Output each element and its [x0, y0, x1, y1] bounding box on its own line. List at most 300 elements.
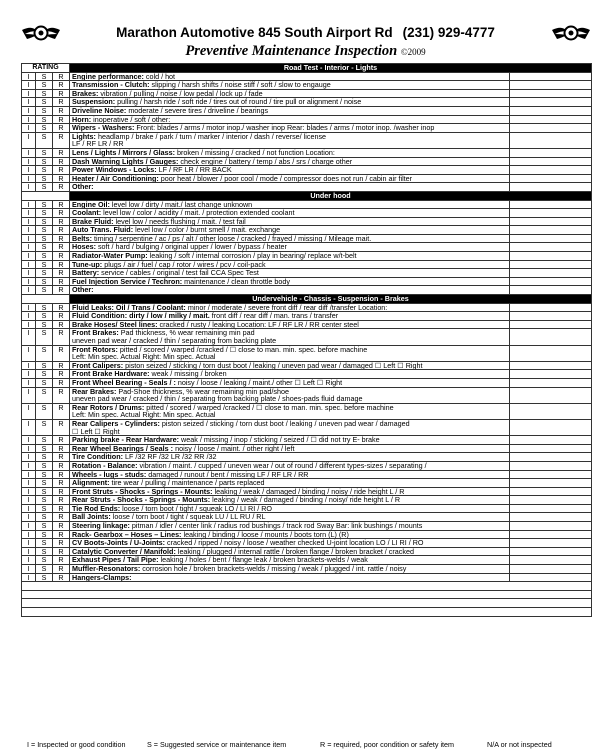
item-options: noisy / loose / maint. / other right / left [173, 444, 295, 453]
notes-cell[interactable] [510, 403, 592, 419]
rating-r-checkbox[interactable]: R [53, 573, 70, 582]
rating-i-checkbox[interactable]: I [22, 106, 36, 115]
item-label: Brake Fluid: [72, 217, 114, 226]
rating-s-checkbox[interactable]: S [36, 166, 53, 175]
notes-cell[interactable] [510, 387, 592, 403]
inspection-item [70, 209, 510, 218]
item-label: Hangers-Clamps: [72, 573, 132, 582]
item-label: Rear Rotors / Drums: [72, 403, 145, 412]
rating-s-checkbox[interactable]: S [36, 345, 53, 361]
rating-r-checkbox[interactable]: R [53, 496, 70, 505]
rating-s-checkbox[interactable]: S [36, 277, 53, 286]
notes-cell[interactable] [510, 106, 592, 115]
rating-s-checkbox[interactable]: S [36, 403, 53, 419]
rating-s-checkbox[interactable]: S [36, 387, 53, 403]
rating-i-checkbox[interactable]: I [22, 98, 36, 107]
rating-r-checkbox[interactable]: R [53, 183, 70, 192]
rating-s-checkbox[interactable]: S [36, 479, 53, 488]
item-label: Rear Struts - Shocks - Springs - Mounts: [72, 495, 211, 505]
rating-i-checkbox[interactable]: I [22, 547, 36, 556]
notes-cell[interactable] [510, 378, 592, 387]
notes-cell[interactable] [510, 453, 592, 462]
item-label: Auto Trans. Fluid: [72, 225, 134, 235]
rating-r-checkbox[interactable]: R [53, 487, 70, 496]
rating-s-checkbox[interactable]: S [36, 496, 53, 505]
rating-r-checkbox[interactable]: R [53, 217, 70, 226]
item-label: Wheels - lugs - studs: [72, 470, 147, 479]
rating-i-checkbox[interactable]: I [22, 513, 36, 522]
rating-s-checkbox[interactable]: S [36, 444, 53, 453]
rating-s-checkbox[interactable]: S [36, 565, 53, 574]
rating-r-checkbox[interactable]: R [53, 132, 70, 148]
notes-cell[interactable] [510, 444, 592, 453]
rating-i-checkbox[interactable]: I [22, 166, 36, 175]
rating-i-checkbox[interactable]: I [22, 81, 36, 90]
rating-s-checkbox[interactable]: S [36, 81, 53, 90]
notes-cell[interactable] [510, 436, 592, 445]
inspection-row [22, 81, 592, 90]
rating-r-checkbox[interactable]: R [53, 565, 70, 574]
rating-r-checkbox[interactable]: R [53, 479, 70, 488]
item-label: Rear Wheel Bearings / Seals : [72, 444, 174, 453]
item-options: LF / RF LR / RR BACK [156, 165, 232, 175]
rating-i-checkbox[interactable]: I [22, 148, 36, 157]
notes-cell[interactable] [510, 148, 592, 157]
inspection-item [70, 124, 510, 133]
rating-s-checkbox[interactable]: S [36, 226, 53, 235]
item-options: service / cables / original / test fail CCA Spec Test [99, 268, 259, 278]
rating-i-checkbox[interactable]: I [22, 209, 36, 218]
copyright: ©2009 [400, 47, 426, 57]
rating-i-checkbox[interactable]: I [22, 496, 36, 505]
rating-r-checkbox[interactable]: R [53, 166, 70, 175]
rating-s-checkbox[interactable]: S [36, 98, 53, 107]
rating-r-checkbox[interactable]: R [53, 361, 70, 370]
blank-notes-row [22, 608, 592, 617]
rating-r-checkbox[interactable]: R [53, 403, 70, 419]
rating-i-checkbox[interactable]: I [22, 370, 36, 379]
rating-r-checkbox[interactable]: R [53, 547, 70, 556]
rating-i-checkbox[interactable]: I [22, 565, 36, 574]
inspection-row [22, 269, 592, 278]
rating-s-checkbox[interactable]: S [36, 252, 53, 261]
notes-cell[interactable] [510, 547, 592, 556]
rating-i-checkbox[interactable]: I [22, 320, 36, 329]
notes-cell[interactable] [510, 303, 592, 312]
inspection-item [70, 98, 510, 107]
rating-r-checkbox[interactable]: R [53, 453, 70, 462]
notes-cell[interactable] [510, 89, 592, 98]
rating-i-checkbox[interactable]: I [22, 115, 36, 124]
rating-r-checkbox[interactable]: R [53, 226, 70, 235]
rating-r-checkbox[interactable]: R [53, 124, 70, 133]
rating-r-checkbox[interactable]: R [53, 277, 70, 286]
notes-cell[interactable] [510, 209, 592, 218]
rating-s-checkbox[interactable]: S [36, 200, 53, 209]
rating-s-checkbox[interactable]: S [36, 209, 53, 218]
rating-i-checkbox[interactable]: I [22, 286, 36, 295]
item-options: piston seized / sticking / torn dust boot / leaking / uneven pad wear / damaged [159, 419, 410, 428]
inspection-row [22, 243, 592, 252]
inspection-item [70, 312, 510, 321]
notes-cell[interactable] [510, 234, 592, 243]
inspection-row [22, 303, 592, 312]
rating-i-checkbox[interactable]: I [22, 361, 36, 370]
notes-cell[interactable] [510, 370, 592, 379]
rating-r-checkbox[interactable]: R [53, 513, 70, 522]
item-label: Lens / Lights / Mirrors / Glass: [72, 148, 176, 157]
inspection-row [22, 115, 592, 124]
rating-r-checkbox[interactable]: R [53, 303, 70, 312]
inspection-item [70, 453, 510, 462]
inspection-row [22, 547, 592, 556]
notes-cell[interactable] [510, 200, 592, 209]
notes-cell[interactable] [510, 269, 592, 278]
inspection-item [70, 403, 510, 419]
notes-cell[interactable] [510, 72, 592, 81]
notes-cell[interactable] [510, 504, 592, 513]
rating-i-checkbox[interactable]: I [22, 329, 36, 345]
inspection-row [22, 504, 592, 513]
rating-s-checkbox[interactable]: S [36, 89, 53, 98]
inspection-item [70, 81, 510, 90]
blank-notes-row [22, 599, 592, 608]
rating-r-checkbox[interactable]: R [53, 89, 70, 98]
rating-s-checkbox[interactable]: S [36, 419, 53, 435]
notes-cell[interactable] [510, 361, 592, 370]
notes-cell[interactable] [510, 513, 592, 522]
inspection-row [22, 487, 592, 496]
inspection-item [70, 565, 510, 574]
inspection-row [22, 496, 592, 505]
rating-r-checkbox[interactable]: R [53, 444, 70, 453]
notes-cell[interactable] [510, 345, 592, 361]
rating-r-checkbox[interactable]: R [53, 470, 70, 479]
inspection-row [22, 444, 592, 453]
rating-r-checkbox[interactable]: R [53, 209, 70, 218]
rating-i-checkbox[interactable]: I [22, 504, 36, 513]
notes-cell[interactable] [510, 470, 592, 479]
notes-cell[interactable] [510, 157, 592, 166]
notes-cell[interactable] [510, 539, 592, 548]
inspection-row [22, 209, 592, 218]
inspection-row [22, 183, 592, 192]
rating-r-checkbox[interactable]: R [53, 200, 70, 209]
inspection-row [22, 277, 592, 286]
notes-cell[interactable] [510, 243, 592, 252]
rating-s-checkbox[interactable]: S [36, 513, 53, 522]
blank-notes-cell[interactable] [22, 590, 592, 599]
rating-s-checkbox[interactable]: S [36, 157, 53, 166]
rating-i-checkbox[interactable]: I [22, 419, 36, 435]
rating-i-checkbox[interactable]: I [22, 453, 36, 462]
notes-cell[interactable] [510, 217, 592, 226]
item-options-line2: LF / RF LR / RR [72, 139, 124, 149]
rating-r-checkbox[interactable]: R [53, 320, 70, 329]
inspection-row [22, 436, 592, 445]
notes-cell[interactable] [510, 124, 592, 133]
rating-s-checkbox[interactable]: S [36, 487, 53, 496]
rating-s-checkbox[interactable]: S [36, 556, 53, 565]
rating-r-checkbox[interactable]: R [53, 387, 70, 403]
rating-r-checkbox[interactable]: R [53, 345, 70, 361]
item-options: leaking / weak / damaged / binding / noisy/ ride height L / R [210, 495, 401, 505]
section-header-row [22, 191, 592, 200]
rating-s-checkbox[interactable]: S [36, 436, 53, 445]
inspection-item [70, 539, 510, 548]
rating-r-checkbox[interactable]: R [53, 252, 70, 261]
inspection-item [70, 496, 510, 505]
rating-s-checkbox[interactable]: S [36, 539, 53, 548]
rating-r-checkbox[interactable]: R [53, 81, 70, 90]
rating-i-checkbox[interactable]: I [22, 556, 36, 565]
inspection-row [22, 260, 592, 269]
notes-cell[interactable] [510, 132, 592, 148]
inspection-item [70, 89, 510, 98]
notes-cell[interactable] [510, 556, 592, 565]
rating-r-checkbox[interactable]: R [53, 378, 70, 387]
rating-i-checkbox[interactable]: I [22, 436, 36, 445]
blank-notes-cell[interactable] [22, 599, 592, 608]
inspection-item [70, 530, 510, 539]
rating-i-checkbox[interactable]: I [22, 522, 36, 531]
rating-r-checkbox[interactable]: R [53, 174, 70, 183]
section-title: Road Test - Interior - Lights [70, 64, 592, 73]
rating-r-checkbox[interactable]: R [53, 461, 70, 470]
rating-i-checkbox[interactable]: I [22, 345, 36, 361]
blank-notes-cell[interactable] [22, 608, 592, 617]
rating-s-checkbox[interactable]: S [36, 72, 53, 81]
rating-r-checkbox[interactable]: R [53, 260, 70, 269]
notes-cell[interactable] [510, 320, 592, 329]
item-label: Horn: [72, 115, 92, 124]
rating-i-checkbox[interactable]: I [22, 132, 36, 148]
rating-s-checkbox[interactable]: S [36, 174, 53, 183]
rating-i-checkbox[interactable]: I [22, 378, 36, 387]
rating-r-checkbox[interactable]: R [53, 243, 70, 252]
notes-cell[interactable] [510, 277, 592, 286]
rating-s-checkbox[interactable]: S [36, 269, 53, 278]
rating-i-checkbox[interactable]: I [22, 269, 36, 278]
inspection-item [70, 320, 510, 329]
rating-i-checkbox[interactable]: I [22, 217, 36, 226]
notes-cell[interactable] [510, 174, 592, 183]
rating-i-checkbox[interactable]: I [22, 387, 36, 403]
rating-r-checkbox[interactable]: R [53, 98, 70, 107]
rating-s-checkbox[interactable]: S [36, 547, 53, 556]
rating-i-checkbox[interactable]: I [22, 183, 36, 192]
rating-s-checkbox[interactable]: S [36, 453, 53, 462]
notes-cell[interactable] [510, 81, 592, 90]
rating-i-checkbox[interactable]: I [22, 124, 36, 133]
item-label: Front Calipers: [72, 361, 124, 370]
rating-i-checkbox[interactable]: I [22, 174, 36, 183]
rating-i-checkbox[interactable]: I [22, 573, 36, 582]
rating-i-checkbox[interactable]: I [22, 157, 36, 166]
notes-cell[interactable] [510, 252, 592, 261]
rating-r-checkbox[interactable]: R [53, 106, 70, 115]
notes-cell[interactable] [510, 565, 592, 574]
item-label: Parking brake - Rear Hardware: [72, 435, 180, 445]
rating-i-checkbox[interactable]: I [22, 234, 36, 243]
rating-r-checkbox[interactable]: R [53, 234, 70, 243]
inspection-row [22, 166, 592, 175]
inspection-item [70, 252, 510, 261]
item-options: piston seized / sticking / torn dust boot / leaking / uneven pad wear / damaged ☐ Left ☐ Right [123, 361, 423, 370]
notes-cell[interactable] [510, 312, 592, 321]
rating-s-checkbox[interactable]: S [36, 106, 53, 115]
rating-s-checkbox[interactable]: S [36, 361, 53, 370]
rating-s-checkbox[interactable]: S [36, 522, 53, 531]
item-options: soft / hard / bulging / original upper / lower / bypass / heater [95, 242, 287, 252]
rating-r-checkbox[interactable]: R [53, 556, 70, 565]
inspection-row [22, 345, 592, 361]
rating-i-checkbox[interactable]: I [22, 479, 36, 488]
rating-s-checkbox[interactable]: S [36, 378, 53, 387]
rating-r-checkbox[interactable]: R [53, 148, 70, 157]
inspection-item [70, 269, 510, 278]
rating-r-checkbox[interactable]: R [53, 522, 70, 531]
rating-s-checkbox[interactable]: S [36, 470, 53, 479]
rating-r-checkbox[interactable]: R [53, 370, 70, 379]
rating-i-checkbox[interactable]: I [22, 530, 36, 539]
item-options: corrosion hole / broken brackets-welds / missing / weak / plugged / int. rattle / noisy [140, 564, 407, 574]
rating-i-checkbox[interactable]: I [22, 277, 36, 286]
rating-s-checkbox[interactable]: S [36, 320, 53, 329]
rating-i-checkbox[interactable]: I [22, 312, 36, 321]
rating-s-checkbox[interactable]: S [36, 183, 53, 192]
rating-r-checkbox[interactable]: R [53, 419, 70, 435]
rating-i-checkbox[interactable]: I [22, 444, 36, 453]
rating-s-checkbox[interactable]: S [36, 115, 53, 124]
rating-r-checkbox[interactable]: R [53, 72, 70, 81]
rating-i-checkbox[interactable]: I [22, 226, 36, 235]
rating-s-checkbox[interactable]: S [36, 573, 53, 582]
rating-header-blank [22, 295, 70, 304]
inspection-item [70, 461, 510, 470]
item-options: loose / torn boot / tight / squeak LU / LL RU / RL [110, 512, 266, 522]
item-options: headlamp / brake / park / turn / marker / interior / dash / reverse/ license [95, 132, 327, 141]
item-label: Front Wheel Bearing - Seals / : [72, 378, 176, 387]
notes-cell[interactable] [510, 573, 592, 582]
rating-s-checkbox[interactable]: S [36, 148, 53, 157]
inspection-item [70, 556, 510, 565]
rating-s-checkbox[interactable]: S [36, 504, 53, 513]
rating-s-checkbox[interactable]: S [36, 243, 53, 252]
notes-cell[interactable] [510, 329, 592, 345]
item-label: Radiator-Water Pump: [72, 251, 148, 261]
rating-r-checkbox[interactable]: R [53, 157, 70, 166]
rating-i-checkbox[interactable]: I [22, 487, 36, 496]
notes-cell[interactable] [510, 419, 592, 435]
rating-r-checkbox[interactable]: R [53, 115, 70, 124]
item-label: Rack- Gearbox – Hoses – Lines: [72, 530, 182, 539]
inspection-item [70, 286, 510, 295]
inspection-row [22, 370, 592, 379]
blank-notes-cell[interactable] [22, 582, 592, 591]
inspection-item [70, 547, 510, 556]
rating-s-checkbox[interactable]: S [36, 461, 53, 470]
inspection-row [22, 157, 592, 166]
inspection-row [22, 565, 592, 574]
rating-r-checkbox[interactable]: R [53, 329, 70, 345]
notes-cell[interactable] [510, 183, 592, 192]
rating-i-checkbox[interactable]: I [22, 461, 36, 470]
notes-cell[interactable] [510, 260, 592, 269]
rating-r-checkbox[interactable]: R [53, 539, 70, 548]
rating-s-checkbox[interactable]: S [36, 124, 53, 133]
rating-i-checkbox[interactable]: I [22, 252, 36, 261]
inspection-row [22, 312, 592, 321]
notes-cell[interactable] [510, 286, 592, 295]
rating-s-checkbox[interactable]: S [36, 530, 53, 539]
notes-cell[interactable] [510, 461, 592, 470]
item-label: Power Windows - Locks: [72, 165, 157, 175]
notes-cell[interactable] [510, 496, 592, 505]
notes-cell[interactable] [510, 98, 592, 107]
inspection-item [70, 504, 510, 513]
section-header-row [22, 64, 592, 73]
inspection-row [22, 329, 592, 345]
rating-r-checkbox[interactable]: R [53, 530, 70, 539]
notes-cell[interactable] [510, 530, 592, 539]
rating-i-checkbox[interactable]: I [22, 72, 36, 81]
rating-r-checkbox[interactable]: R [53, 286, 70, 295]
rating-s-checkbox[interactable]: S [36, 370, 53, 379]
notes-cell[interactable] [510, 479, 592, 488]
rating-i-checkbox[interactable]: I [22, 403, 36, 419]
notes-cell[interactable] [510, 115, 592, 124]
rating-r-checkbox[interactable]: R [53, 312, 70, 321]
rating-i-checkbox[interactable]: I [22, 89, 36, 98]
item-options-line2: ☐ Left ☐ Right [72, 426, 120, 436]
notes-cell[interactable] [510, 487, 592, 496]
rating-i-checkbox[interactable]: I [22, 303, 36, 312]
rating-s-checkbox[interactable]: S [36, 286, 53, 295]
rating-s-checkbox[interactable]: S [36, 234, 53, 243]
rating-i-checkbox[interactable]: I [22, 243, 36, 252]
item-options: noisy / loose / leaking / maint./ other ☐ Left ☐ Right [175, 378, 343, 387]
rating-i-checkbox[interactable]: I [22, 260, 36, 269]
inspection-item [70, 200, 510, 209]
rating-r-checkbox[interactable]: R [53, 504, 70, 513]
inspection-item [70, 370, 510, 379]
rating-s-checkbox[interactable]: S [36, 312, 53, 321]
rating-s-checkbox[interactable]: S [36, 217, 53, 226]
rating-r-checkbox[interactable]: R [53, 436, 70, 445]
notes-cell[interactable] [510, 166, 592, 175]
rating-s-checkbox[interactable]: S [36, 303, 53, 312]
item-label: Tune-up: [72, 260, 103, 269]
rating-s-checkbox[interactable]: S [36, 260, 53, 269]
inspection-item [70, 260, 510, 269]
notes-cell[interactable] [510, 226, 592, 235]
item-label: Catalytic Converter / Manifold: [72, 547, 176, 556]
notes-cell[interactable] [510, 522, 592, 531]
inspection-item [70, 479, 510, 488]
rating-i-checkbox[interactable]: I [22, 200, 36, 209]
rating-s-checkbox[interactable]: S [36, 329, 53, 345]
item-label: Driveline Noise: [72, 106, 127, 115]
inspection-row [22, 226, 592, 235]
inspection-item [70, 72, 510, 81]
rating-r-checkbox[interactable]: R [53, 269, 70, 278]
item-label: Engine Oil: [72, 200, 110, 209]
item-options: plugs / air / fuel / cap / rotor / wires / pcv / coil-pack [102, 260, 266, 269]
rating-i-checkbox[interactable]: I [22, 470, 36, 479]
rating-i-checkbox[interactable]: I [22, 539, 36, 548]
rating-s-checkbox[interactable]: S [36, 132, 53, 148]
